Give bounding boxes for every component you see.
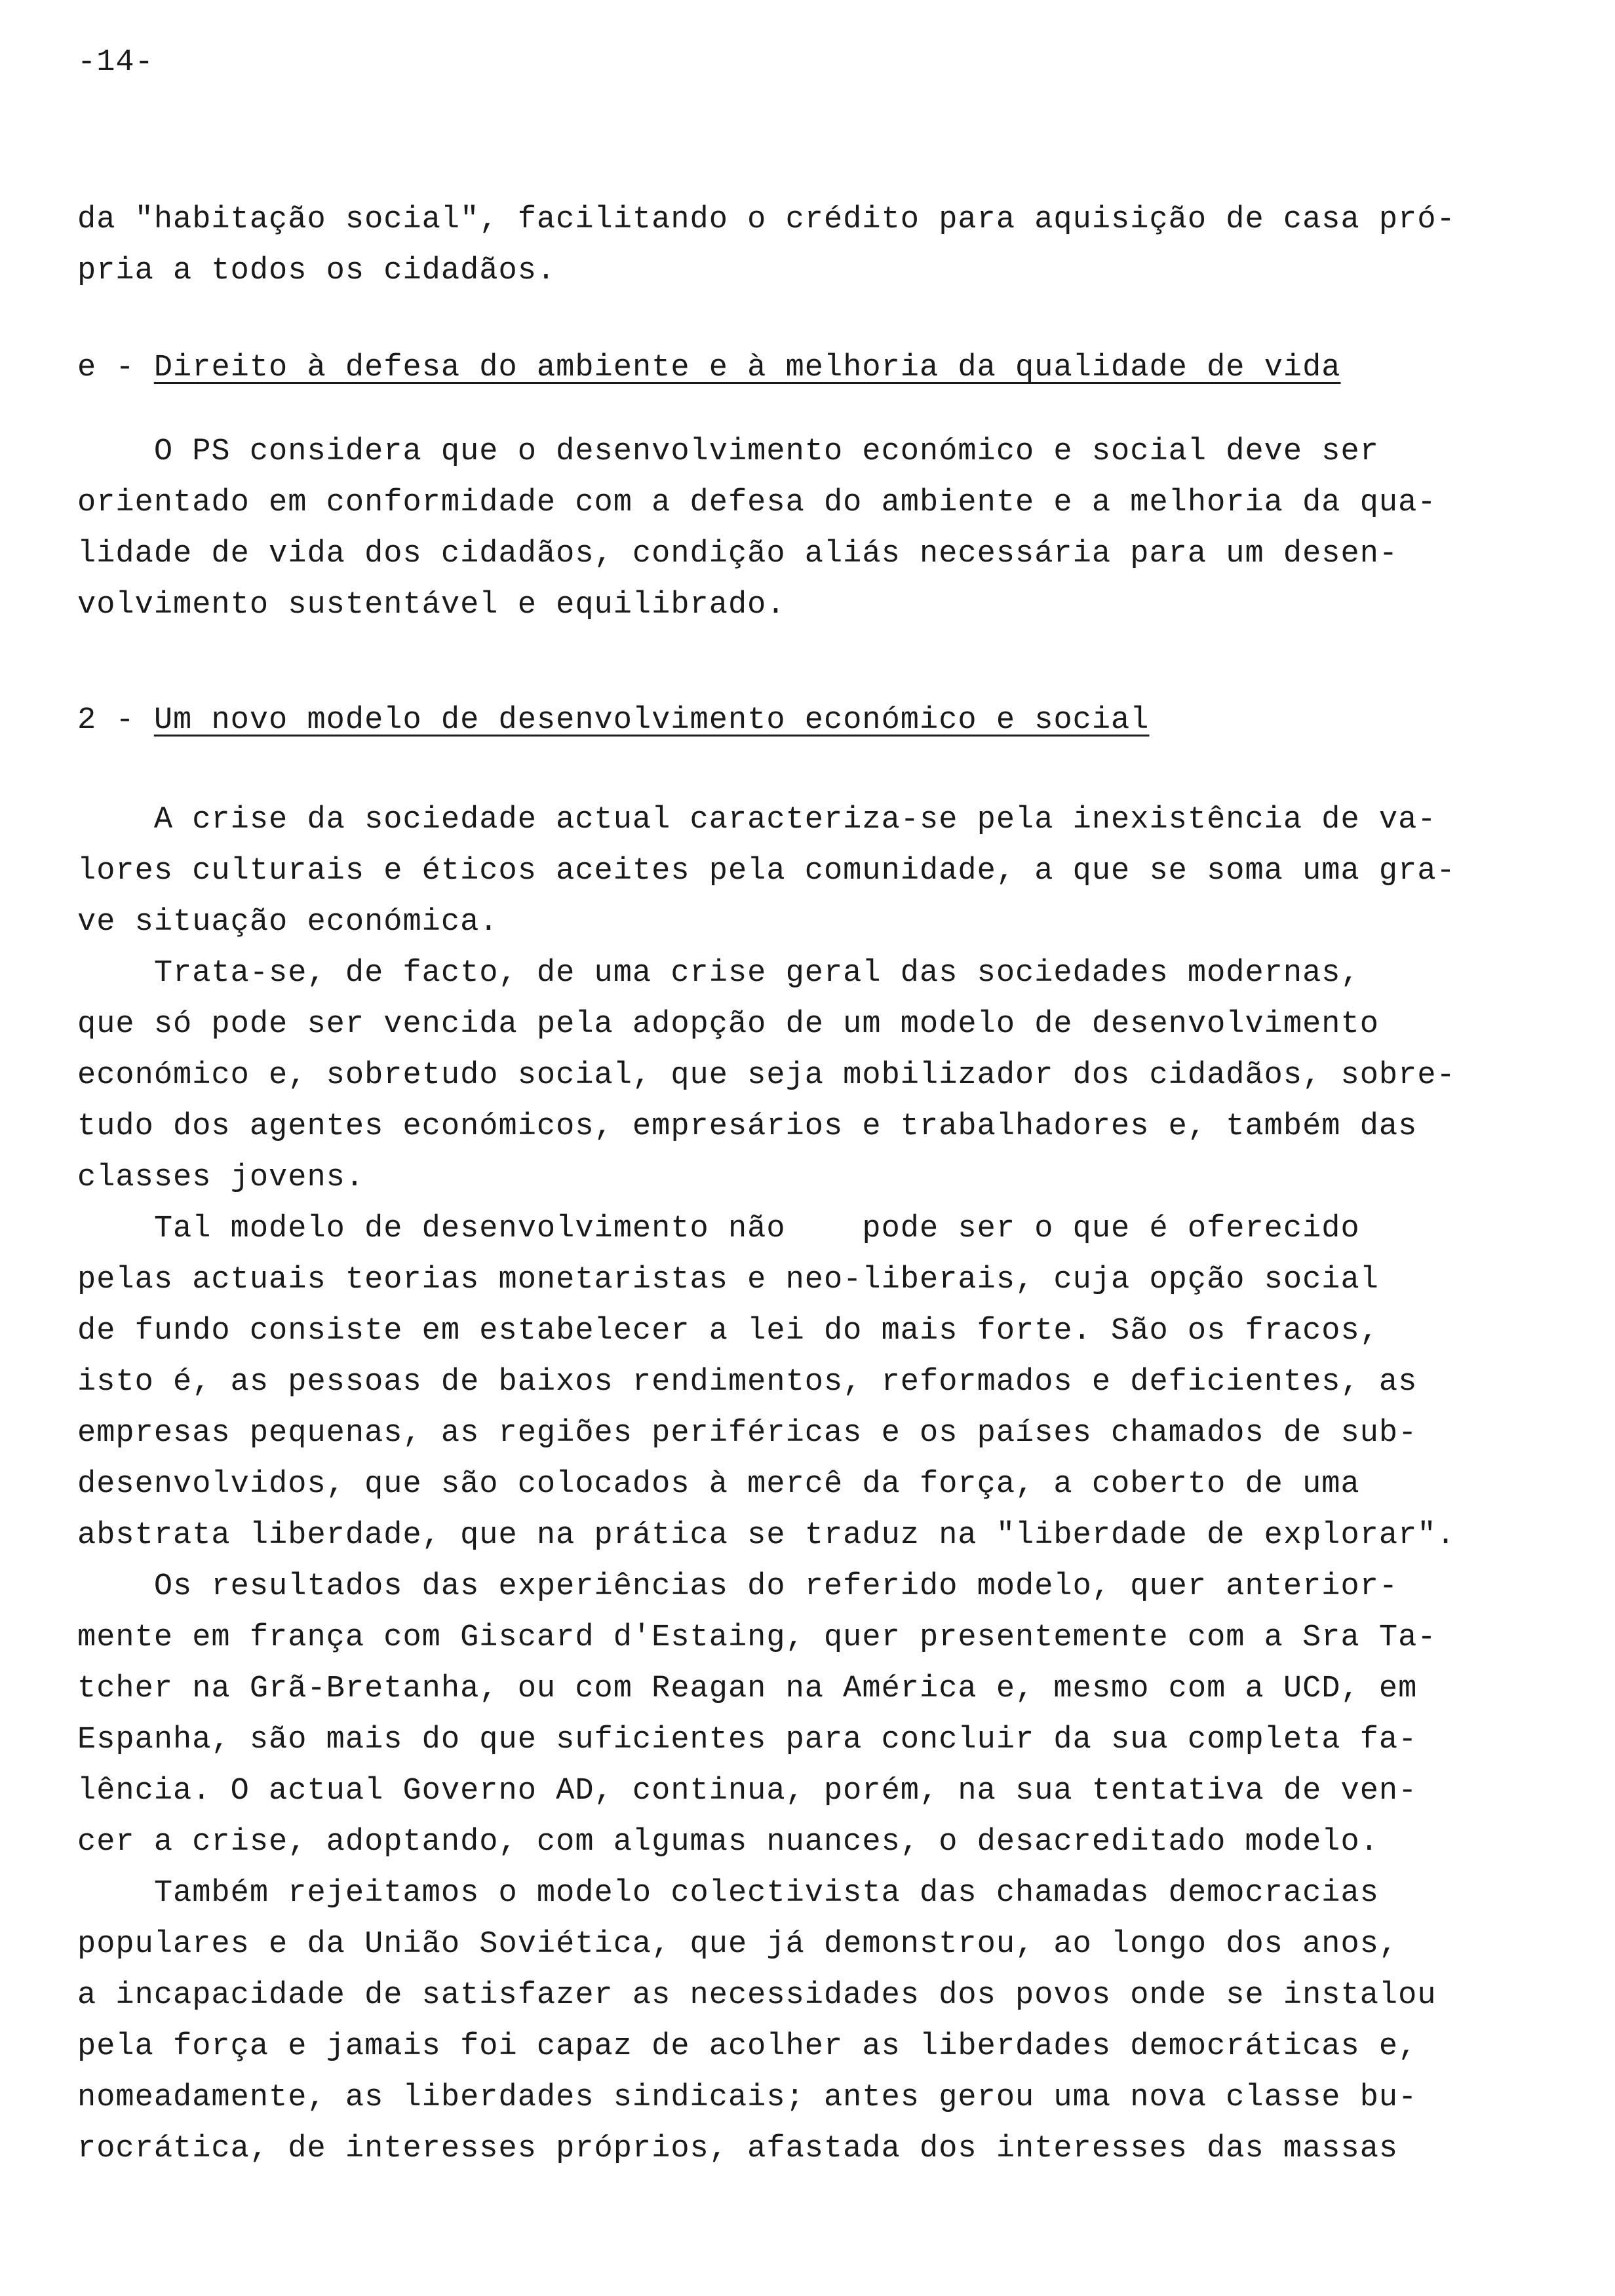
text-line: Também rejeitamos o modelo colectivista das chamadas democracias bbox=[77, 1876, 1379, 1911]
text-line: pela força e jamais foi capaz de acolher as liberdades democráticas e, bbox=[77, 2029, 1418, 2064]
section-title: Direito à defesa do ambiente e à melhoria da qualidade de vida bbox=[153, 351, 1341, 385]
text-line: tudo dos agentes económicos, empresários e trabalhadores e, também das bbox=[77, 1109, 1418, 1144]
text-line: nomeadamente, as liberdades sindicais; antes gerou uma nova classe bu- bbox=[77, 2080, 1418, 2115]
text-line: da "habitação social", facilitando o crédito para aquisição de casa pró- bbox=[77, 202, 1456, 237]
page-number: -14- bbox=[77, 45, 154, 80]
text-line: Tal modelo de desenvolvimento não pode ser o que é oferecido bbox=[77, 1212, 1360, 1246]
text-line: O PS considera que o desenvolvimento económico e social deve ser bbox=[77, 434, 1379, 469]
text-line: pria a todos os cidadãos. bbox=[77, 254, 556, 288]
text-line: volvimento sustentável e equilibrado. bbox=[77, 588, 786, 622]
text-line: lência. O actual Governo AD, continua, porém, na sua tentativa de ven- bbox=[77, 1774, 1418, 1808]
section-heading-e bbox=[77, 349, 1341, 388]
text-line: desenvolvidos, que são colocados à mercê da força, a coberto de uma bbox=[77, 1467, 1360, 1502]
text-line: económico e, sobretudo social, que seja mobilizador dos cidadãos, sobre- bbox=[77, 1058, 1456, 1093]
text-line: abstrata liberdade, que na prática se traduz na "liberdade de explorar". bbox=[77, 1518, 1456, 1553]
text-line: classes jovens. bbox=[77, 1160, 365, 1195]
text-line: cer a crise, adoptando, com algumas nuances, o desacreditado modelo. bbox=[77, 1825, 1379, 1860]
text-line: mente em frança com Giscard d'Estaing, quer presentemente com a Sra Ta- bbox=[77, 1620, 1437, 1655]
text-line: lidade de vida dos cidadãos, condição aliás necessária para um desen- bbox=[77, 537, 1399, 571]
section-prefix: 2 - bbox=[77, 703, 154, 738]
text-line: pelas actuais teorias monetaristas e neo-liberais, cuja opção social bbox=[77, 1263, 1379, 1297]
text-line: lores culturais e éticos aceites pela comunidade, a que se soma uma gra- bbox=[77, 854, 1456, 889]
text-line: Os resultados das experiências do referido modelo, quer anterior- bbox=[77, 1569, 1399, 1604]
text-line: Trata-se, de facto, de uma crise geral das sociedades modernas, bbox=[77, 956, 1360, 991]
text-line: rocrática, de interesses próprios, afastada dos interesses das massas bbox=[77, 2132, 1399, 2166]
text-line: isto é, as pessoas de baixos rendimentos, reformados e deficientes, as bbox=[77, 1365, 1418, 1400]
text-line: populares e da União Soviética, que já demonstrou, ao longo dos anos, bbox=[77, 1927, 1399, 1962]
text-line: orientado em conformidade com a defesa do ambiente e a melhoria da qua- bbox=[77, 486, 1437, 520]
text-line: Espanha, são mais do que suficientes para concluir da sua completa fa- bbox=[77, 1723, 1418, 1757]
section-heading-2 bbox=[77, 701, 1149, 740]
text-line: de fundo consiste em estabelecer a lei do mais forte. São os fracos, bbox=[77, 1314, 1379, 1349]
text-line: a incapacidade de satisfazer as necessidades dos povos onde se instalou bbox=[77, 1978, 1437, 2013]
section-title: Um novo modelo de desenvolvimento económico e social bbox=[153, 703, 1150, 738]
text-line: ve situação económica. bbox=[77, 905, 499, 940]
text-line: A crise da sociedade actual caracteriza-se pela inexistência de va- bbox=[77, 803, 1437, 837]
section-prefix: e - bbox=[77, 351, 154, 385]
text-line: que só pode ser vencida pela adopção de um modelo de desenvolvimento bbox=[77, 1007, 1379, 1042]
text-line: empresas pequenas, as regiões periféricas e os países chamados de sub- bbox=[77, 1416, 1418, 1451]
text-line: tcher na Grã-Bretanha, ou com Reagan na América e, mesmo com a UCD, em bbox=[77, 1672, 1418, 1706]
